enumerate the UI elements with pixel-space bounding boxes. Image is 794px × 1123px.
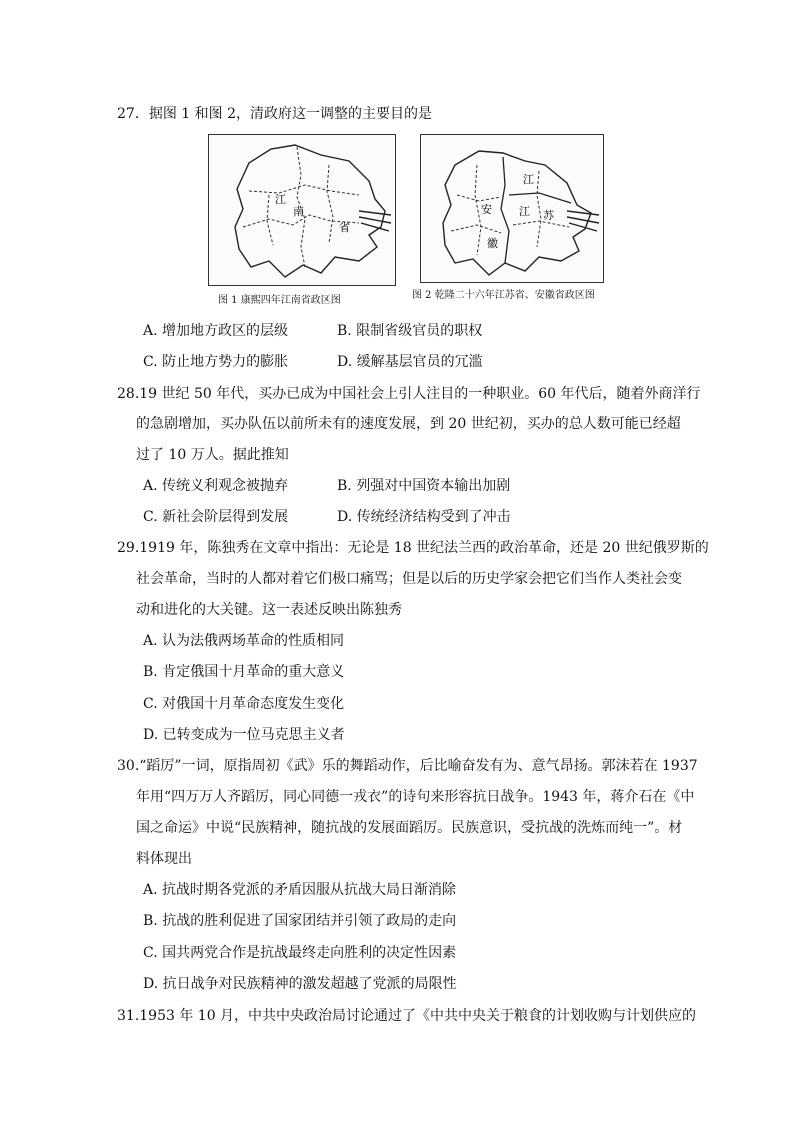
q29-line-2: 社会革命，当时的人都对着它们极口痛骂；但是以后的历史学家会把它们当作人类社会变 xyxy=(136,571,682,587)
q30-line-2: 年用“四万万人齐蹈厉，同心同德一戎衣”的诗句来形容抗日战争。1943 年，蒋介石在《中 xyxy=(136,789,695,805)
q30-option-b[interactable]: B. 抗战的胜利促进了国家团结并引领了政局的走向 xyxy=(143,913,457,929)
q28-option-c[interactable]: C. 新社会阶层得到发展 xyxy=(143,509,289,525)
q30-option-c[interactable]: C. 国共两党合作是抗战最终走向胜利的决定性因素 xyxy=(143,945,457,961)
q31-line-1: 31.1953 年 10 月，中共中央政治局讨论通过了《中共中央关于粮食的计划收购与计划供应的 xyxy=(117,1008,697,1024)
q29-option-b[interactable]: B. 肯定俄国十月革命的重大意义 xyxy=(143,664,345,680)
q28-option-b[interactable]: B. 列强对中国资本输出加剧 xyxy=(337,478,511,494)
map-figure-1 xyxy=(208,134,396,286)
q28-line-1: 28.19 世纪 50 年代，买办已成为中国社会上引人注目的一种职业。60 年代后，随着外商洋行 xyxy=(117,386,701,402)
map-1-label-jiang: 江 xyxy=(275,193,286,206)
q30-line-3: 国之命运》中说“民族精神，随抗战的发展面蹈厉。民族意识，受抗战的洗炼而纯一”。材 xyxy=(136,820,683,836)
q29-option-c[interactable]: C. 对俄国十月革命态度发生变化 xyxy=(143,696,345,712)
q30-line-1: 30.“蹈厉”一词，原指周初《武》乐的舞蹈动作，后比喻奋发有为、意气昂扬。郭沫若在 1937 xyxy=(117,758,698,774)
q30-option-a[interactable]: A. 抗战时期各党派的矛盾因服从抗战大局日渐消除 xyxy=(143,882,457,898)
q29-line-1: 29.1919 年，陈独秀在文章中指出：无论是 18 世纪法兰西的政治革命，还是 20 世纪俄罗斯的 xyxy=(117,540,709,556)
q27-option-c[interactable]: C. 防止地方势力的膨胀 xyxy=(143,354,289,370)
map-1-caption: 图 1 康熙四年江南省政区图 xyxy=(218,295,341,306)
q28-line-2: 的急剧增加，买办队伍以前所未有的速度发展，到 20 世纪初，买办的总人数可能已经超 xyxy=(136,416,681,432)
map-2-drawing xyxy=(421,135,603,282)
q27-stem: 27．据图 1 和图 2，清政府这一调整的主要目的是 xyxy=(117,106,432,122)
map-2-label-jiang: 江 xyxy=(519,205,530,218)
map-figure-2 xyxy=(420,134,604,283)
q27-option-a[interactable]: A. 增加地方政区的层级 xyxy=(143,323,289,339)
map-2-label-jiang-north: 江 xyxy=(523,173,534,186)
map-2-label-an: 安 xyxy=(481,203,492,216)
q29-line-3: 动和进化的大关键。这一表述反映出陈独秀 xyxy=(136,602,402,618)
q27-option-b[interactable]: B. 限制省级官员的职权 xyxy=(337,323,483,339)
map-2-caption: 图 2 乾隆二十六年江苏省、安徽省政区图 xyxy=(412,290,595,301)
map-1-drawing xyxy=(209,135,395,285)
q27-option-d[interactable]: D. 缓解基层官员的冗滥 xyxy=(337,354,483,370)
q28-option-d[interactable]: D. 传统经济结构受到了冲击 xyxy=(337,509,511,525)
map-2-label-su: 苏 xyxy=(543,209,554,222)
map-1-label-nan: 南 xyxy=(293,205,304,218)
map-1-label-sheng: 省 xyxy=(339,221,350,234)
q28-line-3: 过了 10 万人。据此推知 xyxy=(136,447,289,463)
q28-option-a[interactable]: A. 传统义利观念被抛弃 xyxy=(143,478,289,494)
q29-option-a[interactable]: A. 认为法俄两场革命的性质相同 xyxy=(143,633,345,649)
q30-line-4: 料体现出 xyxy=(136,851,192,867)
q29-option-d[interactable]: D. 已转变成为一位马克思主义者 xyxy=(143,727,345,743)
map-2-label-hui: 徽 xyxy=(487,237,498,250)
q30-option-d[interactable]: D. 抗日战争对民族精神的激发超越了党派的局限性 xyxy=(143,976,457,992)
